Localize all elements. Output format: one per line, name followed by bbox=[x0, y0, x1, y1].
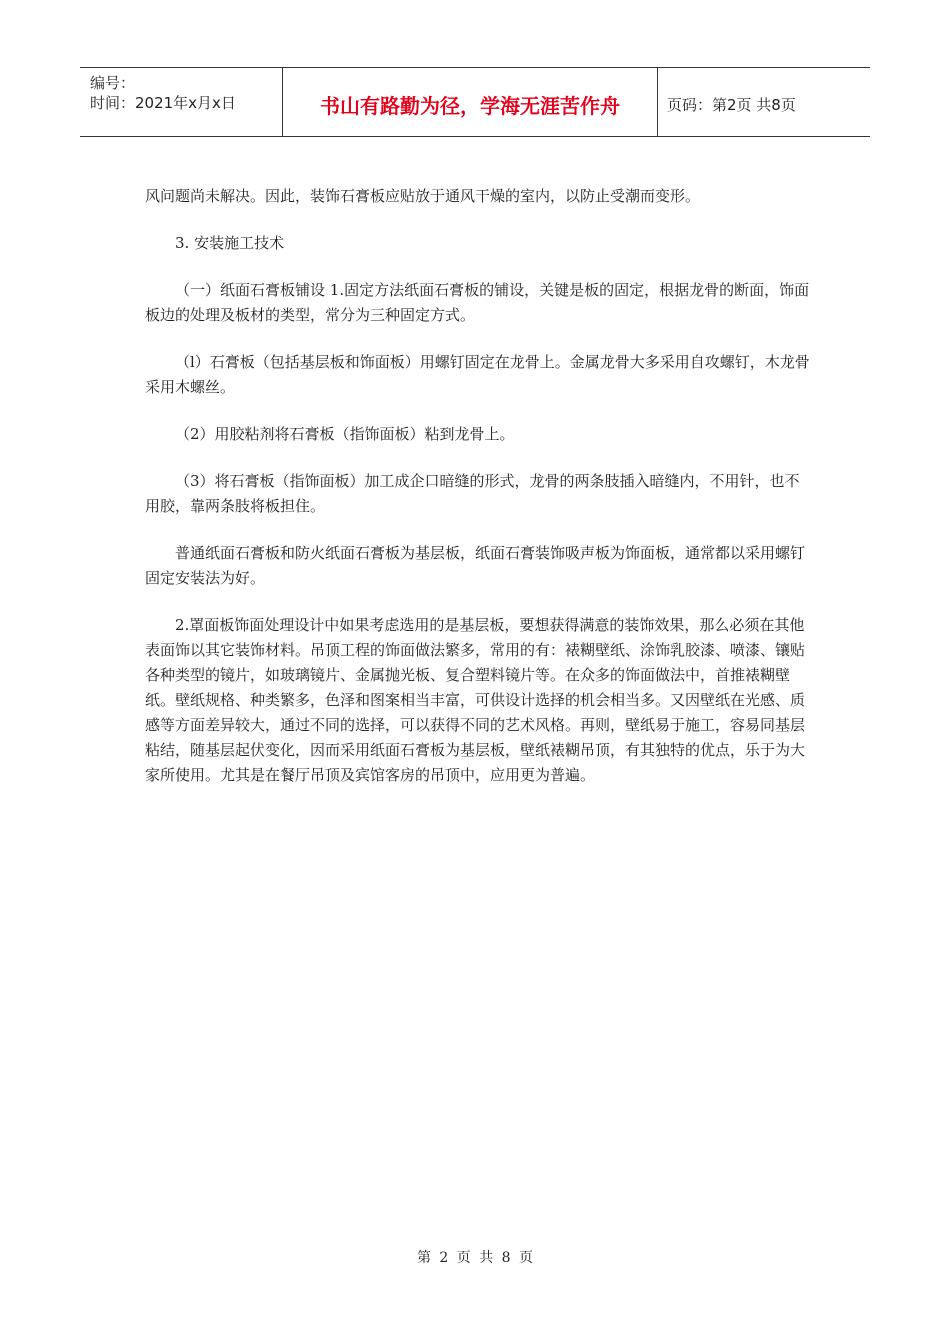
body-paragraph: 2.罩面板饰面处理设计中如果考虑选用的是基层板，要想获得满意的装饰效果，那么必须在其他表面饰以其它装饰材料。吊顶工程的饰面做法繁多，常用的有：裱糊壁纸、涂饰乳胶漆、喷漆、镶贴各种类型的镜片，如玻璃镜片、金属抛光板、复合塑料镜片等。在众多的饰面做法中，首推裱糊壁纸。壁纸规格、种类繁多，色泽和图案相当丰富，可供设计选择的机会相当多。又因壁纸在光感、质感等方面差异较大，通过不同的选择，可以获得不同的艺术风格。再则，壁纸易于施工，容易同基层粘结，随基层起伏变化，因而采用纸面石膏板为基层板，壁纸裱糊吊顶，有其独特的优点，乐于为大家所使用。尤其是在餐厅吊顶及宾馆客房的吊顶中，应用更为普遍。 bbox=[145, 616, 806, 784]
body-paragraph: （3）将石膏板（指饰面板）加工成企口暗缝的形式，龙骨的两条肢插入暗缝内，不用针，也不用胶，靠两条肢将板担住。 bbox=[145, 472, 800, 515]
body-paragraph-continuation: 风问题尚未解决。因此，装饰石膏板应贴放于通风干燥的室内，以防止受潮而变形。 bbox=[145, 187, 701, 205]
page-footer: 第 2 页 共 8 页 bbox=[416, 1250, 534, 1266]
header-page-info: 页码：第2页 共8页 bbox=[667, 96, 796, 114]
body-paragraph: （l）石膏板（包括基层板和饰面板）用螺钉固定在龙骨上。金属龙骨大多采用自攻螺钉，木龙骨采用木螺丝。 bbox=[145, 353, 810, 396]
header-motto-cell bbox=[282, 68, 658, 136]
document-date: 时间：2021年x月x日 bbox=[90, 94, 236, 112]
header-meta bbox=[80, 68, 282, 136]
body-paragraph: 普通纸面石膏板和防火纸面石膏板为基层板，纸面石膏装饰吸声板为饰面板，通常都以采用螺钉固定安装法为好。 bbox=[145, 544, 806, 587]
page-header bbox=[80, 67, 870, 137]
body-paragraph: （2）用胶粘剂将石膏板（指饰面板）粘到龙骨上。 bbox=[175, 425, 515, 443]
section-heading: 3. 安装施工技术 bbox=[175, 234, 285, 252]
document-body bbox=[145, 184, 813, 810]
header-motto: 书山有路勤为径，学海无涯苦作舟 bbox=[320, 94, 620, 118]
header-page-cell bbox=[657, 68, 870, 136]
body-paragraph: （一）纸面石膏板铺设 1.固定方法纸面石膏板的铺设，关键是板的固定，根据龙骨的断面，饰面板边的处理及板材的类型，常分为三种固定方式。 bbox=[145, 281, 810, 324]
document-number-label: 编号： bbox=[90, 74, 136, 92]
